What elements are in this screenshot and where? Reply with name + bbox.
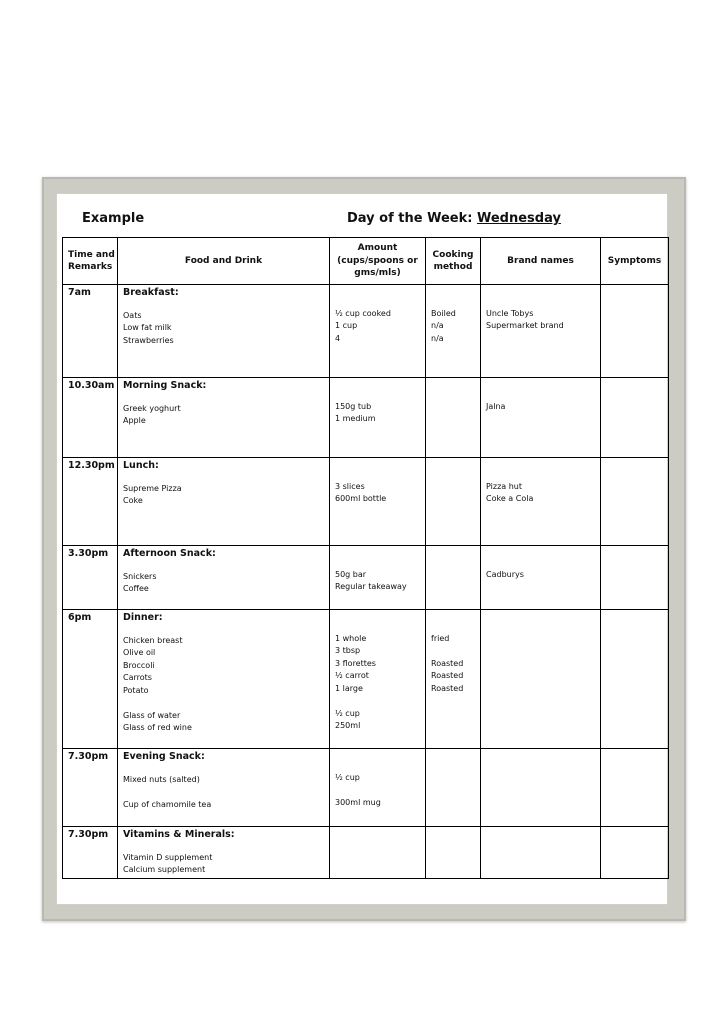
- amount-cell: [330, 458, 426, 546]
- food-item: Glass of water: [123, 710, 181, 720]
- cell-line: [486, 784, 595, 797]
- header-line: gms/mls): [354, 268, 401, 279]
- cooking-method-cell: [426, 546, 481, 610]
- cell-line: [486, 670, 595, 683]
- food-item: Carrots: [123, 673, 152, 682]
- symptoms-header: Symptoms: [601, 238, 669, 285]
- time-cell: 7am: [63, 285, 118, 378]
- time-cell: 6pm: [63, 610, 118, 749]
- food-diary-table: [62, 237, 669, 879]
- cell-line: [335, 862, 420, 875]
- amount-header: [330, 238, 426, 285]
- cell-line: [431, 401, 475, 414]
- example-title: Example: [82, 211, 145, 226]
- cooking-method-cell: [426, 458, 481, 546]
- meal-heading: Dinner:: [123, 612, 163, 623]
- time-cell: 7.30pm: [63, 749, 118, 827]
- brand-cell: [481, 546, 601, 610]
- cell-line: Jalna: [486, 401, 506, 411]
- cell-line: [486, 645, 595, 658]
- amount-cell: [330, 285, 426, 378]
- cell-line: 600ml bottle: [335, 494, 387, 503]
- food-item: Snickers: [123, 571, 157, 581]
- cell-line: ½ cup cooked: [335, 308, 391, 318]
- amount-cell: [330, 610, 426, 749]
- cell-line: Roasted: [431, 658, 464, 668]
- symptoms-cell: [601, 749, 669, 827]
- header-row: [63, 238, 669, 285]
- brand-cell: [481, 610, 601, 749]
- food-item: Greek yoghurt: [123, 403, 181, 413]
- cell-line: Supermarket brand: [486, 321, 564, 330]
- cell-line: Boiled: [431, 308, 456, 318]
- food-item: Strawberries: [123, 335, 174, 345]
- day-label: Day of the Week:: [347, 211, 477, 226]
- cell-line: [335, 784, 420, 797]
- cell-line: 300ml mug: [335, 797, 381, 807]
- meal-row: [63, 610, 669, 749]
- cooking-method-cell: [426, 378, 481, 458]
- brand-cell: [481, 378, 601, 458]
- cell-line: fried: [431, 633, 450, 643]
- food-drink-header: Food and Drink: [118, 238, 330, 285]
- cell-line: ½ cup: [335, 772, 360, 782]
- cell-line: n/a: [431, 333, 444, 343]
- time-cell: 10.30am: [63, 378, 118, 458]
- meal-row: [63, 458, 669, 546]
- symptoms-cell: [601, 610, 669, 749]
- food-drink-cell: [118, 378, 330, 458]
- food-drink-cell: [118, 749, 330, 827]
- meal-heading: Afternoon Snack:: [123, 548, 216, 559]
- cell-line: Roasted: [431, 683, 464, 693]
- time-remarks-header: [63, 238, 118, 285]
- header-line: Amount: [357, 243, 398, 254]
- brand-cell: [481, 749, 601, 827]
- cell-line: [431, 784, 475, 797]
- symptoms-cell: [601, 546, 669, 610]
- cell-line: [431, 645, 475, 658]
- food-item: Glass of red wine: [123, 723, 192, 732]
- cell-line: [486, 862, 595, 875]
- symptoms-cell: [601, 285, 669, 378]
- food-drink-cell: [118, 458, 330, 546]
- meal-row: [63, 749, 669, 827]
- food-item: Oats: [123, 310, 142, 320]
- cooking-method-cell: [426, 285, 481, 378]
- cell-line: 1 medium: [335, 414, 376, 423]
- food-item: Olive oil: [123, 648, 156, 657]
- day-of-week-title: [347, 211, 561, 226]
- cell-line: [486, 633, 595, 646]
- cell-line: ½ cup: [335, 708, 360, 718]
- cell-line: [431, 708, 475, 721]
- symptoms-cell: [601, 458, 669, 546]
- cell-line: [486, 720, 595, 733]
- meal-row: [63, 285, 669, 378]
- food-item: [123, 697, 324, 710]
- brand-names-header: Brand names: [481, 238, 601, 285]
- amount-cell: [330, 827, 426, 879]
- cell-line: [486, 683, 595, 696]
- food-drink-cell: [118, 285, 330, 378]
- meal-heading: Evening Snack:: [123, 751, 205, 762]
- cell-line: 150g tub: [335, 401, 372, 411]
- cell-line: [486, 581, 595, 594]
- cell-line: [486, 850, 595, 863]
- food-item: [123, 786, 324, 799]
- cell-line: Pizza hut: [486, 481, 522, 491]
- cell-line: [431, 772, 475, 785]
- cell-line: 1 large: [335, 683, 363, 693]
- symptoms-cell: [601, 378, 669, 458]
- cell-line: 3 tbsp: [335, 646, 361, 655]
- cooking-method-cell: [426, 749, 481, 827]
- cell-line: [486, 695, 595, 708]
- brand-cell: [481, 458, 601, 546]
- food-item: Coke: [123, 496, 143, 505]
- time-cell: 12.30pm: [63, 458, 118, 546]
- brand-cell: [481, 827, 601, 879]
- food-item: Calcium supplement: [123, 865, 206, 874]
- cell-line: [431, 581, 475, 594]
- cooking-method-header: [426, 238, 481, 285]
- meal-row: [63, 546, 669, 610]
- day-value: Wednesday: [476, 211, 561, 226]
- meal-heading: Morning Snack:: [123, 380, 207, 391]
- time-cell: 7.30pm: [63, 827, 118, 879]
- food-drink-cell: [118, 610, 330, 749]
- amount-cell: [330, 378, 426, 458]
- cell-line: [431, 413, 475, 426]
- cell-line: [335, 850, 420, 863]
- cell-line: 1 cup: [335, 321, 358, 330]
- cell-line: 4: [335, 333, 341, 343]
- food-item: Vitamin D supplement: [123, 852, 213, 862]
- food-item: Supreme Pizza: [123, 483, 182, 493]
- food-item: Potato: [123, 685, 149, 695]
- header-line: Cooking: [432, 249, 474, 260]
- meal-heading: Breakfast:: [123, 287, 179, 298]
- cooking-method-cell: [426, 827, 481, 879]
- cell-line: [486, 333, 595, 346]
- cell-line: 3 florettes: [335, 658, 376, 668]
- header-line: method: [433, 262, 473, 272]
- cell-line: Cadburys: [486, 569, 524, 579]
- food-drink-cell: [118, 546, 330, 610]
- cell-line: Uncle Tobys: [486, 308, 534, 318]
- cell-line: ½ carrot: [335, 671, 369, 680]
- food-item: Low fat milk: [123, 323, 172, 332]
- brand-cell: [481, 285, 601, 378]
- header-line: Time and: [68, 249, 115, 260]
- cell-line: 50g bar: [335, 569, 367, 579]
- symptoms-cell: [601, 827, 669, 879]
- food-item: Chicken breast: [123, 635, 183, 645]
- cell-line: Roasted: [431, 671, 464, 680]
- cell-line: [486, 658, 595, 671]
- cell-line: 250ml: [335, 721, 361, 730]
- header-line: Remarks: [68, 262, 113, 272]
- cell-line: [431, 797, 475, 810]
- cooking-method-cell: [426, 610, 481, 749]
- cell-line: 1 whole: [335, 633, 367, 643]
- cell-line: [486, 708, 595, 721]
- cell-line: [431, 850, 475, 863]
- amount-cell: [330, 546, 426, 610]
- cell-line: 3 slices: [335, 481, 365, 491]
- food-item: Coffee: [123, 584, 149, 593]
- food-item: Apple: [123, 416, 146, 425]
- cell-line: [431, 695, 475, 708]
- cell-line: [486, 413, 595, 426]
- time-cell: 3.30pm: [63, 546, 118, 610]
- meal-heading: Vitamins & Minerals:: [123, 829, 235, 840]
- cell-line: [431, 493, 475, 506]
- meal-heading: Lunch:: [123, 460, 159, 471]
- header-line: (cups/spoons or: [337, 255, 418, 266]
- cell-line: Regular takeaway: [335, 582, 407, 591]
- amount-cell: [330, 749, 426, 827]
- cell-line: [486, 797, 595, 810]
- cell-line: [431, 569, 475, 582]
- food-item: Cup of chamomile tea: [123, 799, 212, 809]
- meal-row: [63, 378, 669, 458]
- cell-line: [431, 720, 475, 733]
- cell-line: [335, 695, 420, 708]
- cell-line: [431, 481, 475, 494]
- cell-line: [431, 862, 475, 875]
- food-item: Broccoli: [123, 660, 155, 670]
- food-drink-cell: [118, 827, 330, 879]
- cell-line: n/a: [431, 321, 444, 330]
- meal-row: [63, 827, 669, 879]
- cell-line: Coke a Cola: [486, 494, 534, 503]
- food-item: Mixed nuts (salted): [123, 774, 200, 784]
- cell-line: [486, 772, 595, 785]
